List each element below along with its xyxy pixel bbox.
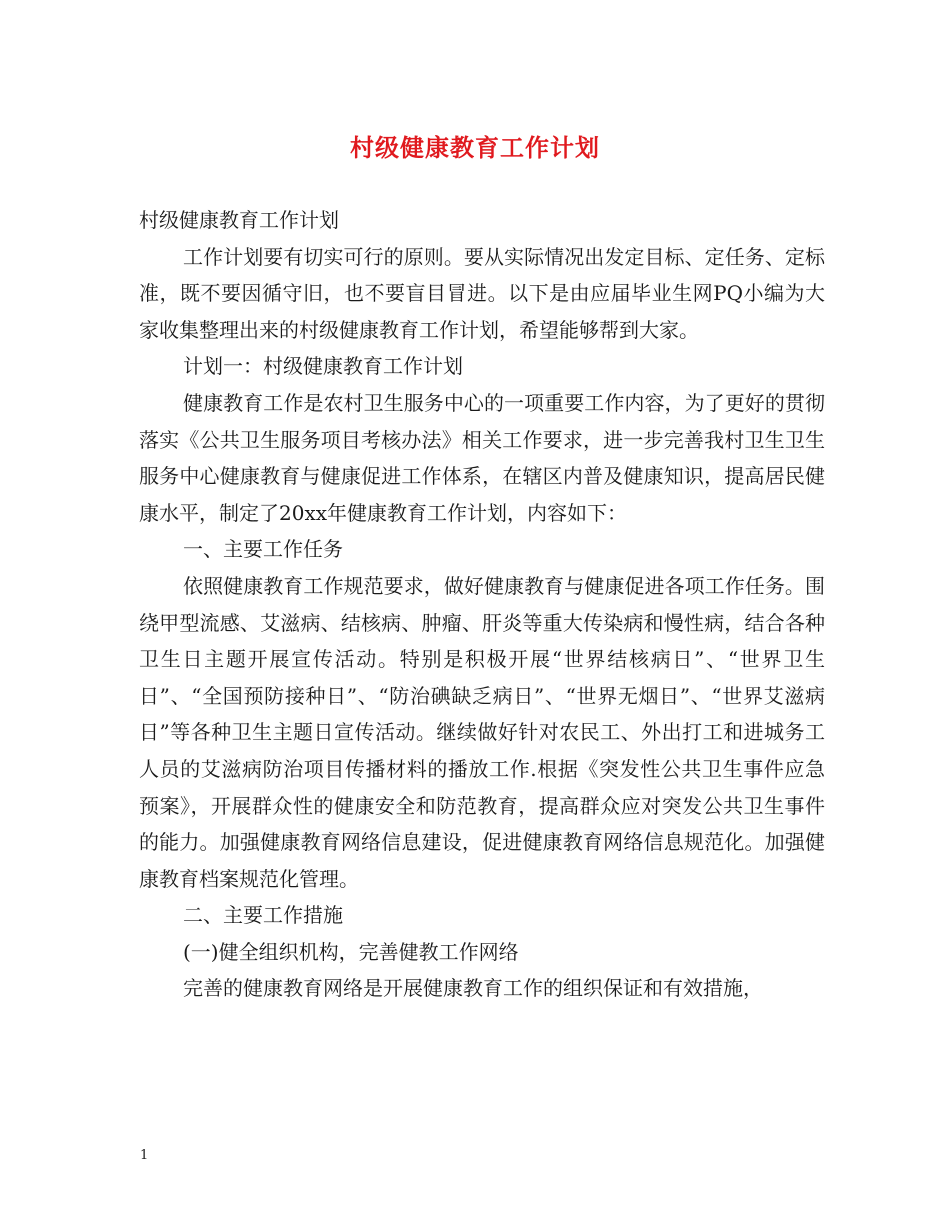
document-body xyxy=(139,202,825,1007)
paragraph-heading: 村级健康教育工作计划 xyxy=(139,208,339,232)
paragraph-intro: 工作计划要有切实可行的原则。要从实际情况出发定目标、定任务、定标准，既不要因循守旧，也不要盲目冒进。以下是由应届毕业生网PQ小编为大家收集整理出来的村级健康教育工作计划，希望能够帮到大家。 xyxy=(139,244,825,342)
section-heading-main-measures: 二、主要工作措施 xyxy=(183,903,343,928)
subsection-heading-organization: (一)健全组织机构，完善健教工作网络 xyxy=(183,939,519,964)
document-title: 村级健康教育工作计划 xyxy=(350,133,600,162)
paragraph-organization-body: 完善的健康教育网络是开展健康教育工作的组织保证和有效措施， xyxy=(183,976,763,1001)
paragraph-plan-one-title: 计划一：村级健康教育工作计划 xyxy=(183,354,463,379)
paragraph-main-tasks-body: 依照健康教育工作规范要求，做好健康教育与健康促进各项工作任务。围绕甲型流感、艾滋病、结核病、肿瘤、肝炎等重大传染病和慢性病，结合各种卫生日主题开展宣传活动。特别是积极开展“世界结核病日”、“世界卫生日”、“全国预防接种日”、“防治碘缺乏病日”、“世界无烟日”、“世界艾滋病日”等各种卫生主题日宣传活动。继续做好针对农民工、外出打工和进城务工人员的艾滋病防治项目传播材料的播放工作.根据《突发性公共卫生事件应急预案》，开展群众性的健康安全和防范教育，提高群众应对突发公共卫生事件的能力。加强健康教育网络信息建设，促进健康教育网络信息规范化。加强健康教育档案规范化管理。 xyxy=(139,573,825,891)
section-heading-main-tasks: 一、主要工作任务 xyxy=(183,537,343,562)
page-number: 1 xyxy=(140,1148,149,1163)
paragraph-plan-one-body: 健康教育工作是农村卫生服务中心的一项重要工作内容，为了更好的贯彻落实《公共卫生服务项目考核办法》相关工作要求，进一步完善我村卫生卫生服务中心健康教育与健康促进工作体系，在辖区内普及健康知识，提高居民健康水平，制定了20xx年健康教育工作计划，内容如下： xyxy=(139,390,825,525)
